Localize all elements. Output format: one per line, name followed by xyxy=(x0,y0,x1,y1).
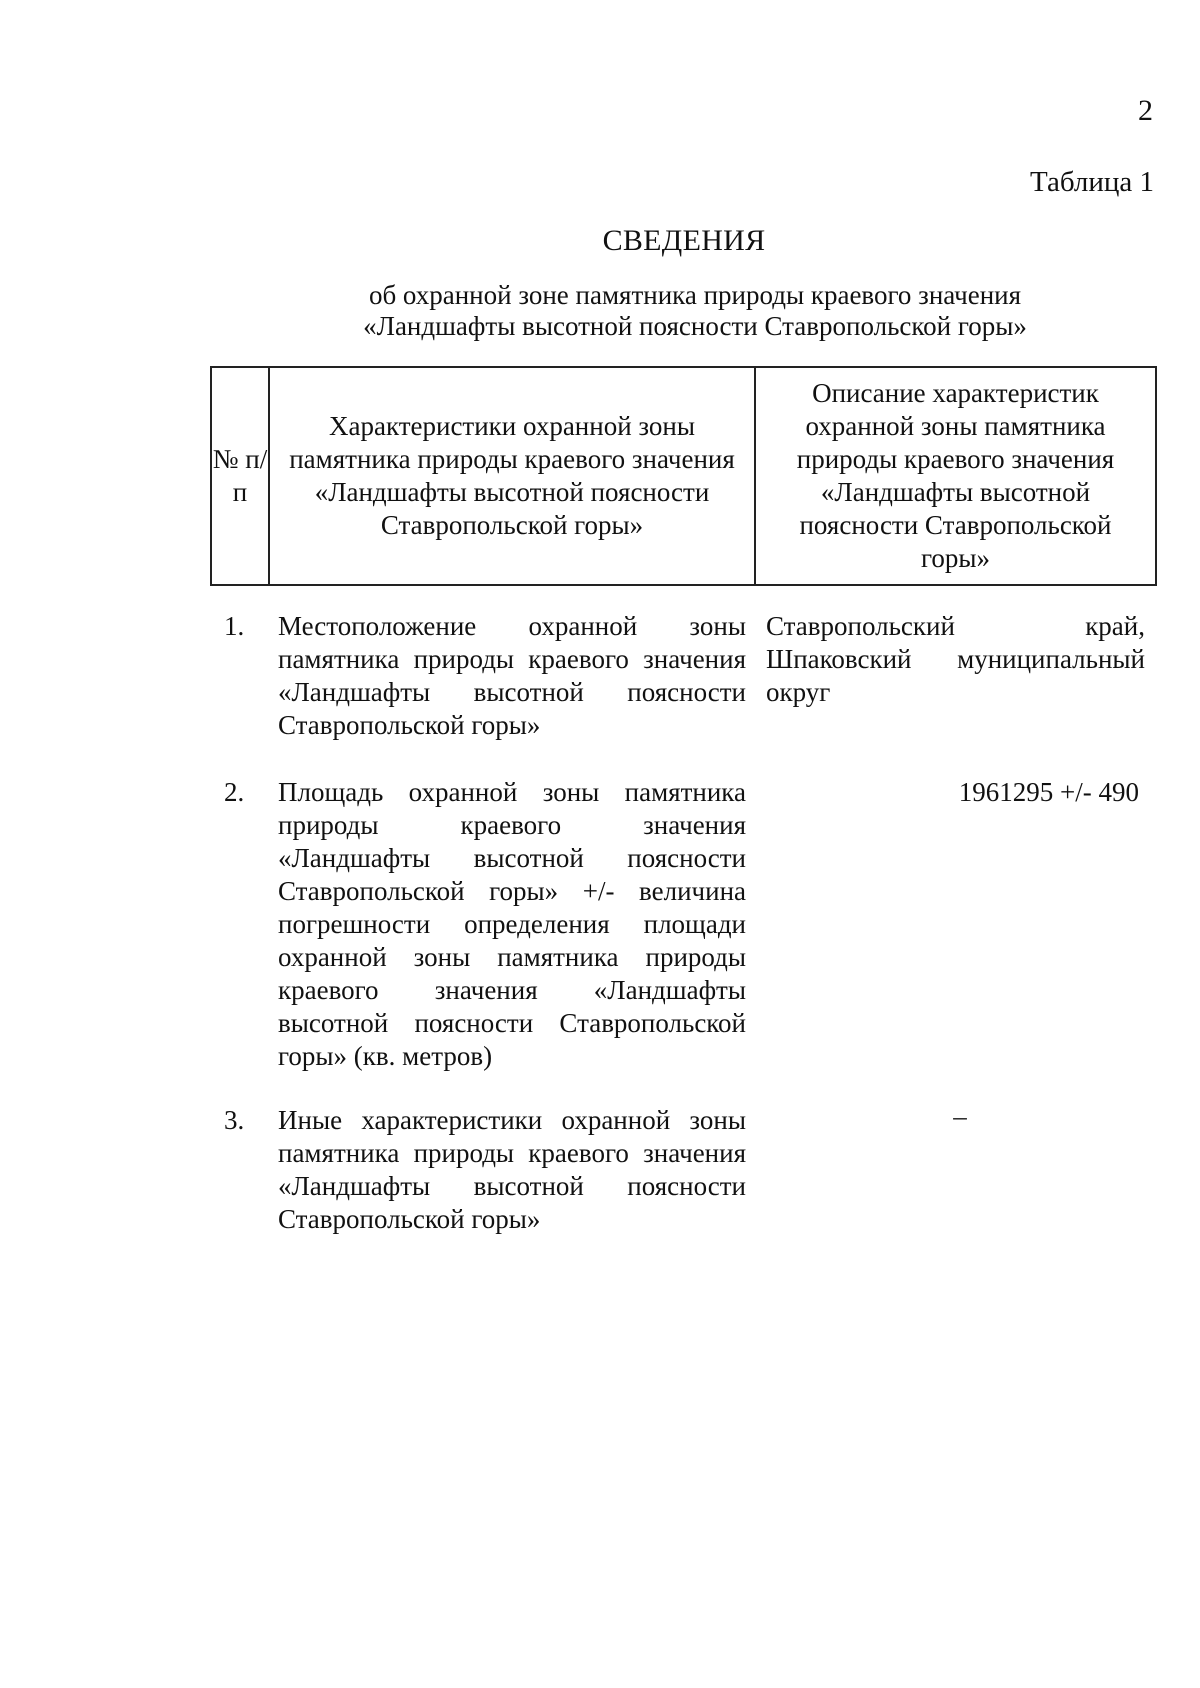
row-number: 1. xyxy=(224,611,245,641)
subtitle-line-2: «Ландшафты высотной поясности Ставропольской горы» xyxy=(363,311,1027,341)
row-description: 1961295 +/- 490 xyxy=(958,777,1139,807)
row-characteristic: Площадь охранной зоны памятника природы краевого значения «Ландшафты высотной поясности Ставропольской горы» +/- величина погрешности определения площади охранной зоны памятника природы краевого значения «Ландшафты высотной поясности Ставропольской горы» (кв. метров) xyxy=(278,777,746,1071)
page-number: 2 xyxy=(1138,94,1153,127)
row-number: 2. xyxy=(224,777,245,807)
row-characteristic: Местоположение охранной зоны памятника природы краевого значения «Ландшафты высотной поясности Ставропольской горы» xyxy=(278,611,746,740)
subtitle-line-1: об охранной зоне памятника природы краевого значения xyxy=(368,280,1022,310)
document-title: СВЕДЕНИЯ xyxy=(602,224,766,257)
row-description: – xyxy=(953,1101,967,1131)
row-description: Ставропольский край, Шпаковский муниципальный округ xyxy=(766,611,1145,707)
row-characteristic: Иные характеристики охранной зоны памятника природы краевого значения «Ландшафты высотной поясности Ставропольской горы» xyxy=(278,1105,746,1234)
document-subtitle xyxy=(325,280,1065,342)
table-label: Таблица 1 xyxy=(1029,166,1154,198)
row-number: 3. xyxy=(224,1105,245,1135)
table-header xyxy=(210,366,1157,586)
header-description: Описание характеристик охранной зоны памятника природы краевого значения «Ландшафты высотной поясности Ставропольской горы» xyxy=(796,378,1115,573)
header-characteristics: Характеристики охранной зоны памятника природы краевого значения «Ландшафты высотной поясности Ставропольской горы» xyxy=(270,368,756,584)
header-number: № п/п xyxy=(212,368,270,584)
